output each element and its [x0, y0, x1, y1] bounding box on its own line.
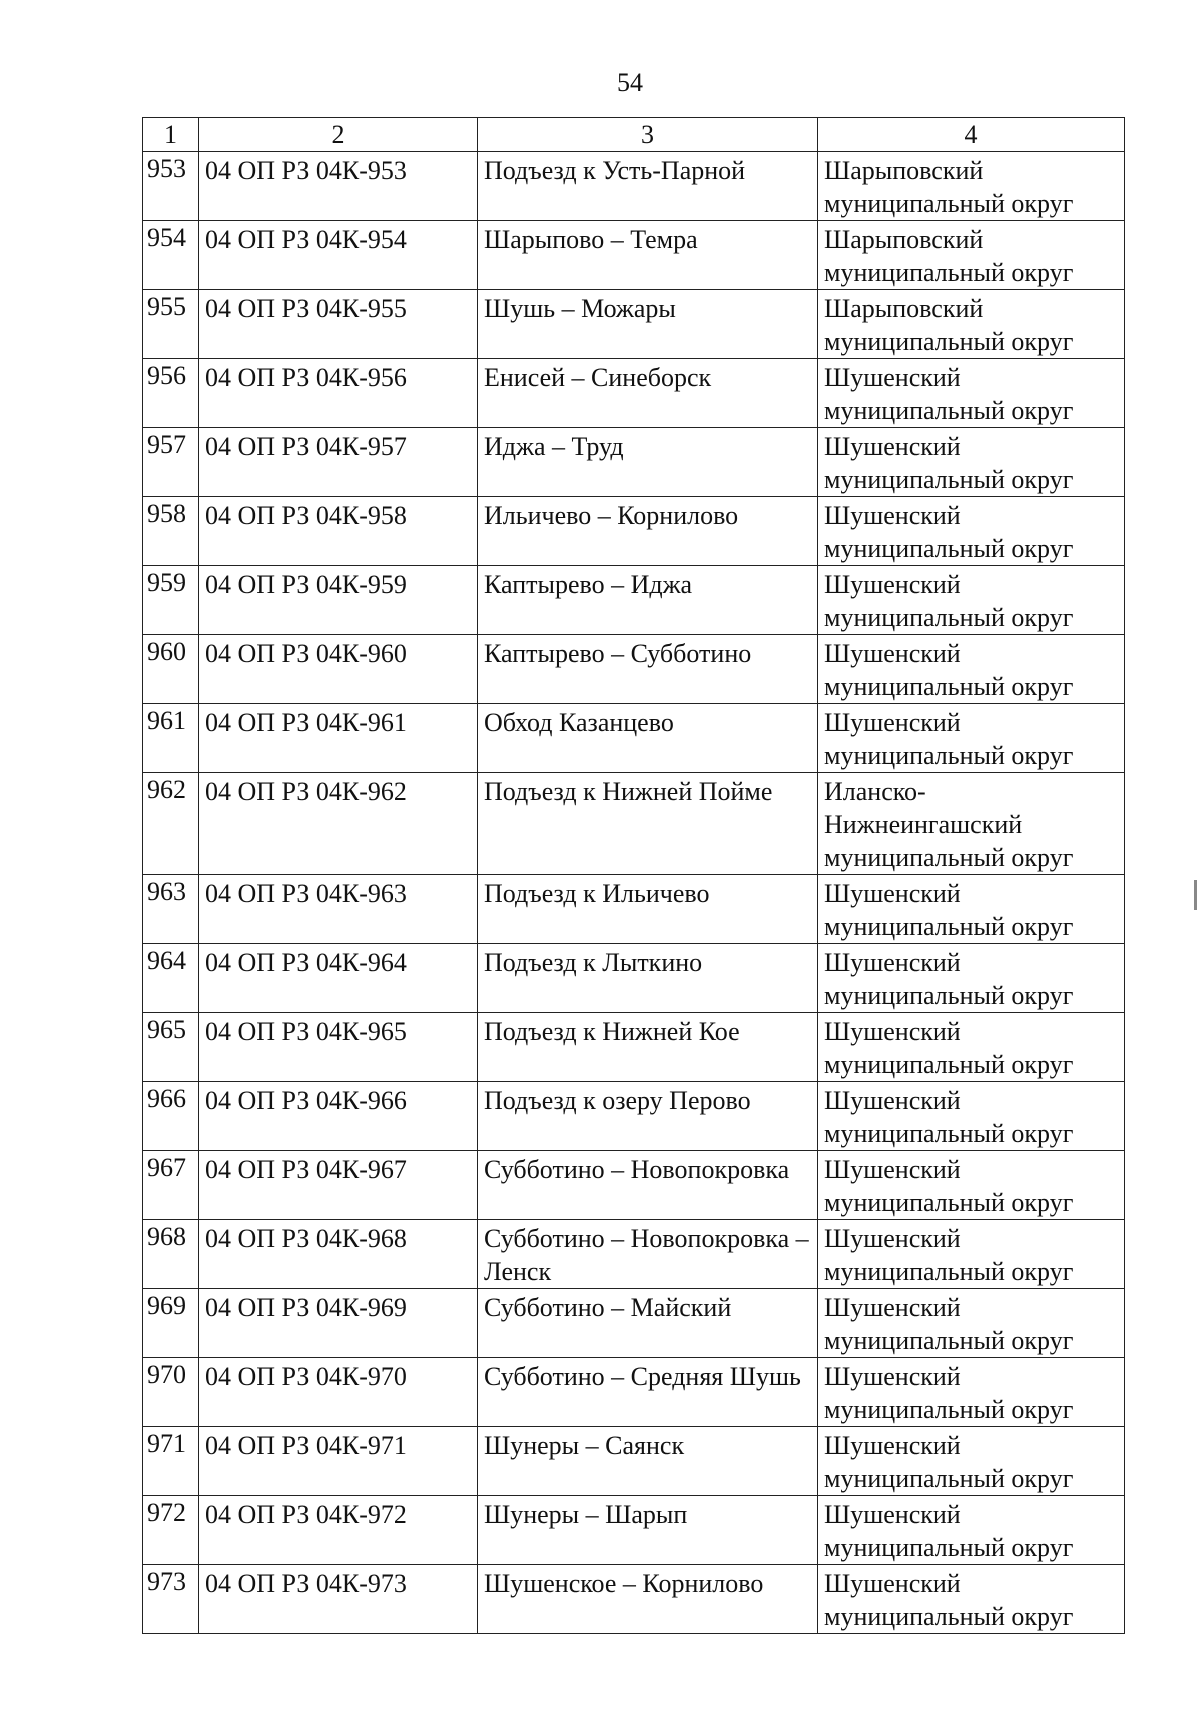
cell-number: 962	[143, 773, 199, 875]
cell-road-id: 04 ОП РЗ 04К-963	[199, 875, 478, 944]
cell-road-id: 04 ОП РЗ 04К-962	[199, 773, 478, 875]
cell-number: 960	[143, 635, 199, 704]
cell-number: 954	[143, 221, 199, 290]
cell-number: 973	[143, 1565, 199, 1634]
cell-road-id: 04 ОП РЗ 04К-956	[199, 359, 478, 428]
cell-district: Шарыповский муниципальный округ	[818, 290, 1125, 359]
cell-district: Шарыповский муниципальный округ	[818, 152, 1125, 221]
cell-number: 968	[143, 1220, 199, 1289]
cell-district: Иланско-Нижнеингашский муниципальный округ	[818, 773, 1125, 875]
cell-number: 964	[143, 944, 199, 1013]
cell-number: 971	[143, 1427, 199, 1496]
cell-road-id: 04 ОП РЗ 04К-957	[199, 428, 478, 497]
table-row	[143, 635, 1125, 704]
cell-road-name: Енисей – Синеборск	[478, 359, 818, 428]
cell-road-name: Подъезд к озеру Перово	[478, 1082, 818, 1151]
table-row	[143, 290, 1125, 359]
cell-district: Шушенский муниципальный округ	[818, 1013, 1125, 1082]
cell-road-name: Ильичево – Корнилово	[478, 497, 818, 566]
header-row	[143, 118, 1125, 152]
cell-number: 956	[143, 359, 199, 428]
cell-district: Шушенский муниципальный округ	[818, 1565, 1125, 1634]
cell-number: 953	[143, 152, 199, 221]
cell-number: 963	[143, 875, 199, 944]
cell-road-name: Шарыпово – Темра	[478, 221, 818, 290]
cell-district: Шарыповский муниципальный округ	[818, 221, 1125, 290]
cell-district: Шушенский муниципальный округ	[818, 359, 1125, 428]
page-number: 54	[617, 68, 643, 97]
cell-road-id: 04 ОП РЗ 04К-966	[199, 1082, 478, 1151]
cell-road-name: Подъезд к Ильичево	[478, 875, 818, 944]
cell-district: Шушенский муниципальный округ	[818, 1427, 1125, 1496]
cell-road-name: Субботино – Новопокровка	[478, 1151, 818, 1220]
cell-road-id: 04 ОП РЗ 04К-968	[199, 1220, 478, 1289]
cell-district: Шушенский муниципальный округ	[818, 1289, 1125, 1358]
cell-road-id: 04 ОП РЗ 04К-964	[199, 944, 478, 1013]
cell-road-name: Шунеры – Шарып	[478, 1496, 818, 1565]
table-row	[143, 1013, 1125, 1082]
table-row	[143, 152, 1125, 221]
table-header	[143, 118, 1125, 152]
cell-number: 957	[143, 428, 199, 497]
cell-road-name: Иджа – Труд	[478, 428, 818, 497]
table-row	[143, 704, 1125, 773]
table-row	[143, 1496, 1125, 1565]
cell-district: Шушенский муниципальный округ	[818, 566, 1125, 635]
cell-road-id: 04 ОП РЗ 04К-973	[199, 1565, 478, 1634]
cell-road-name: Субботино – Средняя Шушь	[478, 1358, 818, 1427]
header-col-1: 1	[143, 118, 199, 152]
cell-district: Шушенский муниципальный округ	[818, 497, 1125, 566]
cell-number: 970	[143, 1358, 199, 1427]
cell-road-name: Субботино – Майский	[478, 1289, 818, 1358]
cell-road-name: Каптырево – Субботино	[478, 635, 818, 704]
cell-district: Шушенский муниципальный округ	[818, 1496, 1125, 1565]
table-row	[143, 944, 1125, 1013]
cell-district: Шушенский муниципальный округ	[818, 1358, 1125, 1427]
table-row	[143, 221, 1125, 290]
table-row	[143, 428, 1125, 497]
cell-number: 967	[143, 1151, 199, 1220]
cell-district: Шушенский муниципальный округ	[818, 1151, 1125, 1220]
roads-table	[142, 117, 1125, 1634]
table-row	[143, 875, 1125, 944]
header-col-4: 4	[818, 118, 1125, 152]
cell-road-name: Шушь – Можары	[478, 290, 818, 359]
cell-road-name: Шунеры – Саянск	[478, 1427, 818, 1496]
cell-road-id: 04 ОП РЗ 04К-972	[199, 1496, 478, 1565]
header-col-2: 2	[199, 118, 478, 152]
cell-road-id: 04 ОП РЗ 04К-965	[199, 1013, 478, 1082]
table-row	[143, 1427, 1125, 1496]
cell-number: 959	[143, 566, 199, 635]
cell-road-id: 04 ОП РЗ 04К-969	[199, 1289, 478, 1358]
cell-district: Шушенский муниципальный округ	[818, 635, 1125, 704]
table-row	[143, 359, 1125, 428]
cell-road-name: Подъезд к Лыткино	[478, 944, 818, 1013]
cell-road-name: Подъезд к Нижней Пойме	[478, 773, 818, 875]
cell-number: 966	[143, 1082, 199, 1151]
cell-road-name: Подъезд к Усть-Парной	[478, 152, 818, 221]
scan-artifact-mark	[1194, 880, 1197, 910]
cell-road-id: 04 ОП РЗ 04К-970	[199, 1358, 478, 1427]
cell-road-id: 04 ОП РЗ 04К-954	[199, 221, 478, 290]
cell-road-id: 04 ОП РЗ 04К-955	[199, 290, 478, 359]
table-row	[143, 1151, 1125, 1220]
cell-district: Шушенский муниципальный округ	[818, 704, 1125, 773]
cell-road-name: Подъезд к Нижней Кое	[478, 1013, 818, 1082]
table-row	[143, 1358, 1125, 1427]
cell-road-name: Обход Казанцево	[478, 704, 818, 773]
cell-number: 958	[143, 497, 199, 566]
cell-road-id: 04 ОП РЗ 04К-959	[199, 566, 478, 635]
cell-district: Шушенский муниципальный округ	[818, 944, 1125, 1013]
table-body	[143, 152, 1125, 1634]
table-row	[143, 1082, 1125, 1151]
cell-road-id: 04 ОП РЗ 04К-961	[199, 704, 478, 773]
cell-road-id: 04 ОП РЗ 04К-967	[199, 1151, 478, 1220]
cell-district: Шушенский муниципальный округ	[818, 1082, 1125, 1151]
table-row	[143, 497, 1125, 566]
cell-road-name: Каптырево – Иджа	[478, 566, 818, 635]
cell-road-id: 04 ОП РЗ 04К-953	[199, 152, 478, 221]
header-col-3: 3	[478, 118, 818, 152]
cell-number: 969	[143, 1289, 199, 1358]
table-row	[143, 1220, 1125, 1289]
cell-district: Шушенский муниципальный округ	[818, 428, 1125, 497]
cell-number: 965	[143, 1013, 199, 1082]
cell-district: Шушенский муниципальный округ	[818, 875, 1125, 944]
cell-number: 972	[143, 1496, 199, 1565]
cell-district: Шушенский муниципальный округ	[818, 1220, 1125, 1289]
table-row	[143, 1565, 1125, 1634]
cell-number: 961	[143, 704, 199, 773]
cell-road-id: 04 ОП РЗ 04К-960	[199, 635, 478, 704]
cell-road-id: 04 ОП РЗ 04К-971	[199, 1427, 478, 1496]
table-row	[143, 773, 1125, 875]
cell-road-name: Субботино – Новопокровка – Ленск	[478, 1220, 818, 1289]
table-row	[143, 1289, 1125, 1358]
table-row	[143, 566, 1125, 635]
cell-number: 955	[143, 290, 199, 359]
cell-road-id: 04 ОП РЗ 04К-958	[199, 497, 478, 566]
cell-road-name: Шушенское – Корнилово	[478, 1565, 818, 1634]
